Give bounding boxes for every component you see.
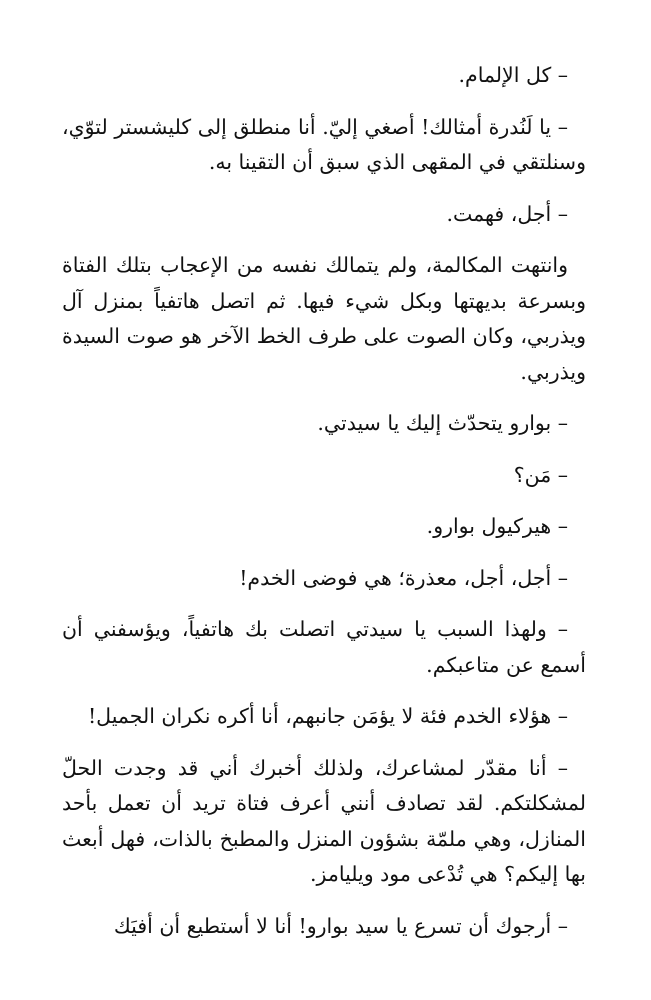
dialog-line: – بوارو يتحدّث إليك يا سيدتي.: [317, 411, 568, 435]
dialog-line: – ولهذا السبب يا سيدتي اتصلت بك هاتفياً، ويؤسفني أن أسمع عن متاعبكم.: [62, 617, 586, 677]
dialog-line: – هؤلاء الخدم فئة لا يؤمَن جانبهم، أنا أكره نكران الجميل!: [87, 704, 568, 728]
dialog-line: – أنا مقدّر لمشاعرك، ولذلك أخبرك أني قد وجدت الحلّ لمشكلتكم. لقد تصادف أنني أعرف فتاة تريد أن تعمل بأحد المنازل، وهي ملمّة بشؤون المنزل والمطبخ بالذات، فهل أبعث بها إليكم؟ هي تُدْعى مود ويليامز.: [62, 755, 586, 886]
dialog-line: – يا لَنُدرة أمثالك! أصغي إليّ. أنا منطلق إلى كليشستر لتوّي، وسنلتقي في المقهى الذي سبق أن التقينا به.: [62, 114, 586, 174]
page-text: [62, 58, 586, 960]
dialog-line: – أجل، أجل، معذرة؛ هي فوضى الخدم!: [239, 565, 568, 590]
dialog-line: – هيركيول بوارو.: [426, 514, 568, 538]
narrative-paragraph: وانتهت المكالمة، ولم يتمالك نفسه من الإعجاب بتلك الفتاة وبسرعة بديهتها وبكل شيء فيها. ثم اتصل هاتفياً بمنزل آل ويذربي، وكان الصوت على طرف الخط الآخر هو صوت السيدة ويذربي.: [62, 253, 586, 384]
dialog-line: – مَن؟: [513, 462, 568, 487]
dialog-line: – أرجوك أن تسرع يا سيد بوارو! أنا لا أستطيع أن أفيَك: [113, 913, 568, 938]
dialog-line: – كل الإلمام.: [458, 63, 568, 87]
dialog-line: – أجل، فهمت.: [446, 201, 568, 226]
